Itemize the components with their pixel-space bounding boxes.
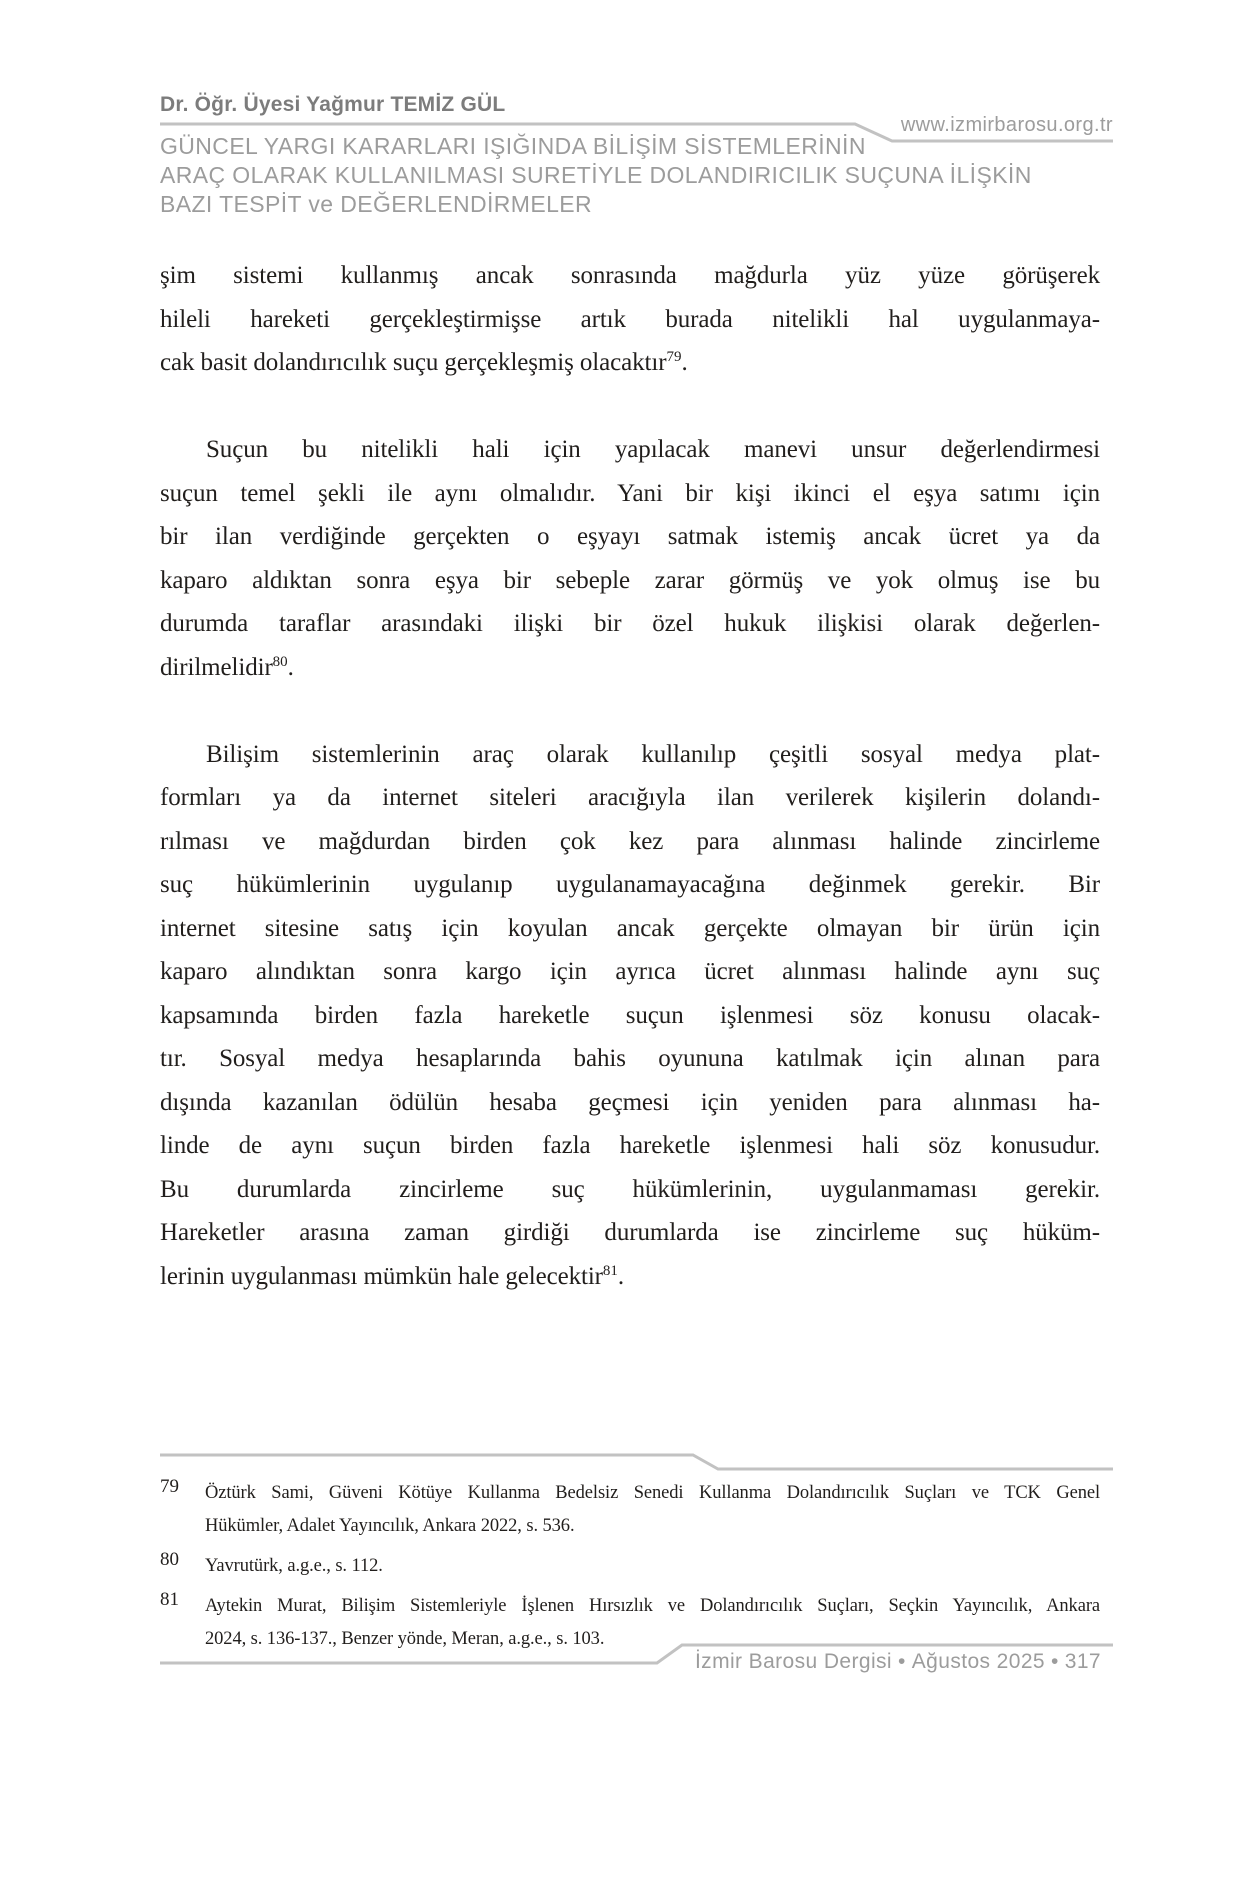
body-line: kaparo aldıktan sonra eşya bir sebeple zarar görmüş ve yok olmuş ise bu [160, 566, 1100, 594]
body-line: dışında kazanılan ödülün hesaba geçmesi için yeniden para alınması ha- [160, 1088, 1100, 1116]
footnote-line: Yavrutürk, a.g.e., s. 112. [205, 1556, 383, 1576]
body-line-text: . [287, 653, 294, 681]
body-line: Bilişim sistemlerinin araç olarak kullanılıp çeşitli sosyal medya plat- [206, 740, 1100, 768]
paragraph [160, 254, 1100, 385]
body-line [160, 1255, 1100, 1299]
footer-rule [160, 1642, 1113, 1673]
site-url: www.izmirbarosu.org.tr [900, 114, 1113, 136]
footnote-79 [160, 1477, 1100, 1543]
footnote-ref-81: 81 [602, 1262, 618, 1279]
footnote-separator-line [160, 1452, 1113, 1472]
paragraph [160, 733, 1100, 1299]
body-line-text: dirilmelidir [160, 653, 273, 681]
footnote-number: 81 [160, 1589, 179, 1610]
body-line: suç hükümlerinin uygulanıp uygulanamayacağına değinmek gerekir. Bir [160, 871, 1100, 898]
body-line: bir ilan verdiğinde gerçekten o eşyayı satmak istemiş ancak ücret ya da [160, 523, 1100, 550]
body-text [160, 254, 1100, 1298]
body-line [160, 646, 1100, 690]
body-line: suçun temel şekli ile aynı olmalıdır. Yani bir kişi ikinci el eşya satımı için [160, 479, 1100, 507]
footnote-line: Aytekin Murat, Bilişim Sistemleriyle İşlenen Hırsızlık ve Dolandırıcılık Suçları, Seçkin Yayıncılık, Ankara [205, 1596, 1100, 1616]
body-line: hileli hareketi gerçekleştirmişse artık burada nitelikli hal uygulanmaya- [160, 305, 1100, 333]
body-line: Hareketler arasına zaman girdiği durumlarda ise zincirleme suç hüküm- [160, 1219, 1100, 1246]
bullet-separator: • [897, 1650, 906, 1673]
body-line-text: cak basit dolandırıcılık suçu gerçekleşmiş olacaktır [160, 349, 667, 376]
body-line: kapsamında birden fazla hareketle suçun işlenmesi söz konusu olacak- [160, 1001, 1100, 1029]
body-line-text: lerinin uygulanması mümkün hale gelecektir [160, 1262, 603, 1290]
journal-name: İzmir Barosu Dergisi [694, 1650, 892, 1673]
body-line: formları ya da internet siteleri aracığıyla ilan verilerek kişilerin dolandı- [160, 784, 1100, 811]
footnote-line: Hükümler, Adalet Yayıncılık, Ankara 2022, s. 536. [205, 1516, 575, 1536]
body-line: Bu durumlarda zincirleme suç hükümlerinin, uygulanmaması gerekir. [160, 1175, 1100, 1203]
footnote-line: 2024, s. 136-137., Benzer yönde, Meran, a.g.e., s. 103. [205, 1629, 605, 1649]
body-line: Suçun bu nitelikli hali için yapılacak manevi unsur değerlendirmesi [206, 436, 1100, 463]
article-title [160, 132, 1120, 219]
body-line-text: . [681, 349, 688, 376]
body-line: kaparo alındıktan sonra kargo için ayrıca ücret alınması halinde aynı suç [160, 958, 1100, 985]
body-line [160, 341, 1100, 385]
page-number: 317 [1064, 1650, 1101, 1673]
body-line: rılması ve mağdurdan birden çok kez para alınması halinde zincirleme [160, 827, 1100, 855]
body-line: internet sitesine satış için koyulan ancak gerçekte olmayan bir ürün için [160, 914, 1100, 942]
title-line: GÜNCEL YARGI KARARLARI IŞIĞINDA BİLİŞİM SİSTEMLERİNİN [160, 133, 866, 159]
footnote-number: 79 [160, 1476, 179, 1497]
page-footer [695, 1650, 1101, 1674]
footnote-ref-80: 80 [272, 653, 288, 670]
body-line: tır. Sosyal medya hesaplarında bahis oyununa katılmak için alınan para [160, 1045, 1100, 1072]
author-name: Dr. Öğr. Üyesi Yağmur TEMİZ GÜL [160, 93, 506, 116]
body-line: durumda taraflar arasındaki ilişki bir özel hukuk ilişkisi olarak değerlen- [160, 610, 1100, 637]
issue-date: Ağustos 2025 [911, 1650, 1045, 1673]
footnote-separator-rule [160, 1452, 1113, 1472]
title-line: ARAÇ OLARAK KULLANILMASI SURETİYLE DOLANDIRICILIK SUÇUNA İLİŞKİN [160, 162, 1032, 188]
footnote-line: Öztürk Sami, Güveni Kötüye Kullanma Bedelsiz Senedi Kullanma Dolandırıcılık Suçları ve TCK Genel [205, 1483, 1100, 1503]
footnote-ref-79: 79 [666, 349, 682, 365]
body-line: linde de aynı suçun birden fazla hareketle işlenmesi hali söz konusudur. [160, 1132, 1100, 1159]
bullet-separator: • [1050, 1650, 1059, 1673]
body-line: şim sistemi kullanmış ancak sonrasında mağdurla yüz yüze görüşerek [160, 262, 1100, 289]
footnote-80 [160, 1550, 1100, 1583]
title-line: BAZI TESPİT ve DEĞERLENDİRMELER [160, 191, 593, 217]
body-line-text: . [617, 1262, 625, 1290]
footnote-number: 80 [160, 1549, 179, 1570]
footnotes-section [160, 1477, 1100, 1663]
paragraph [160, 428, 1100, 689]
